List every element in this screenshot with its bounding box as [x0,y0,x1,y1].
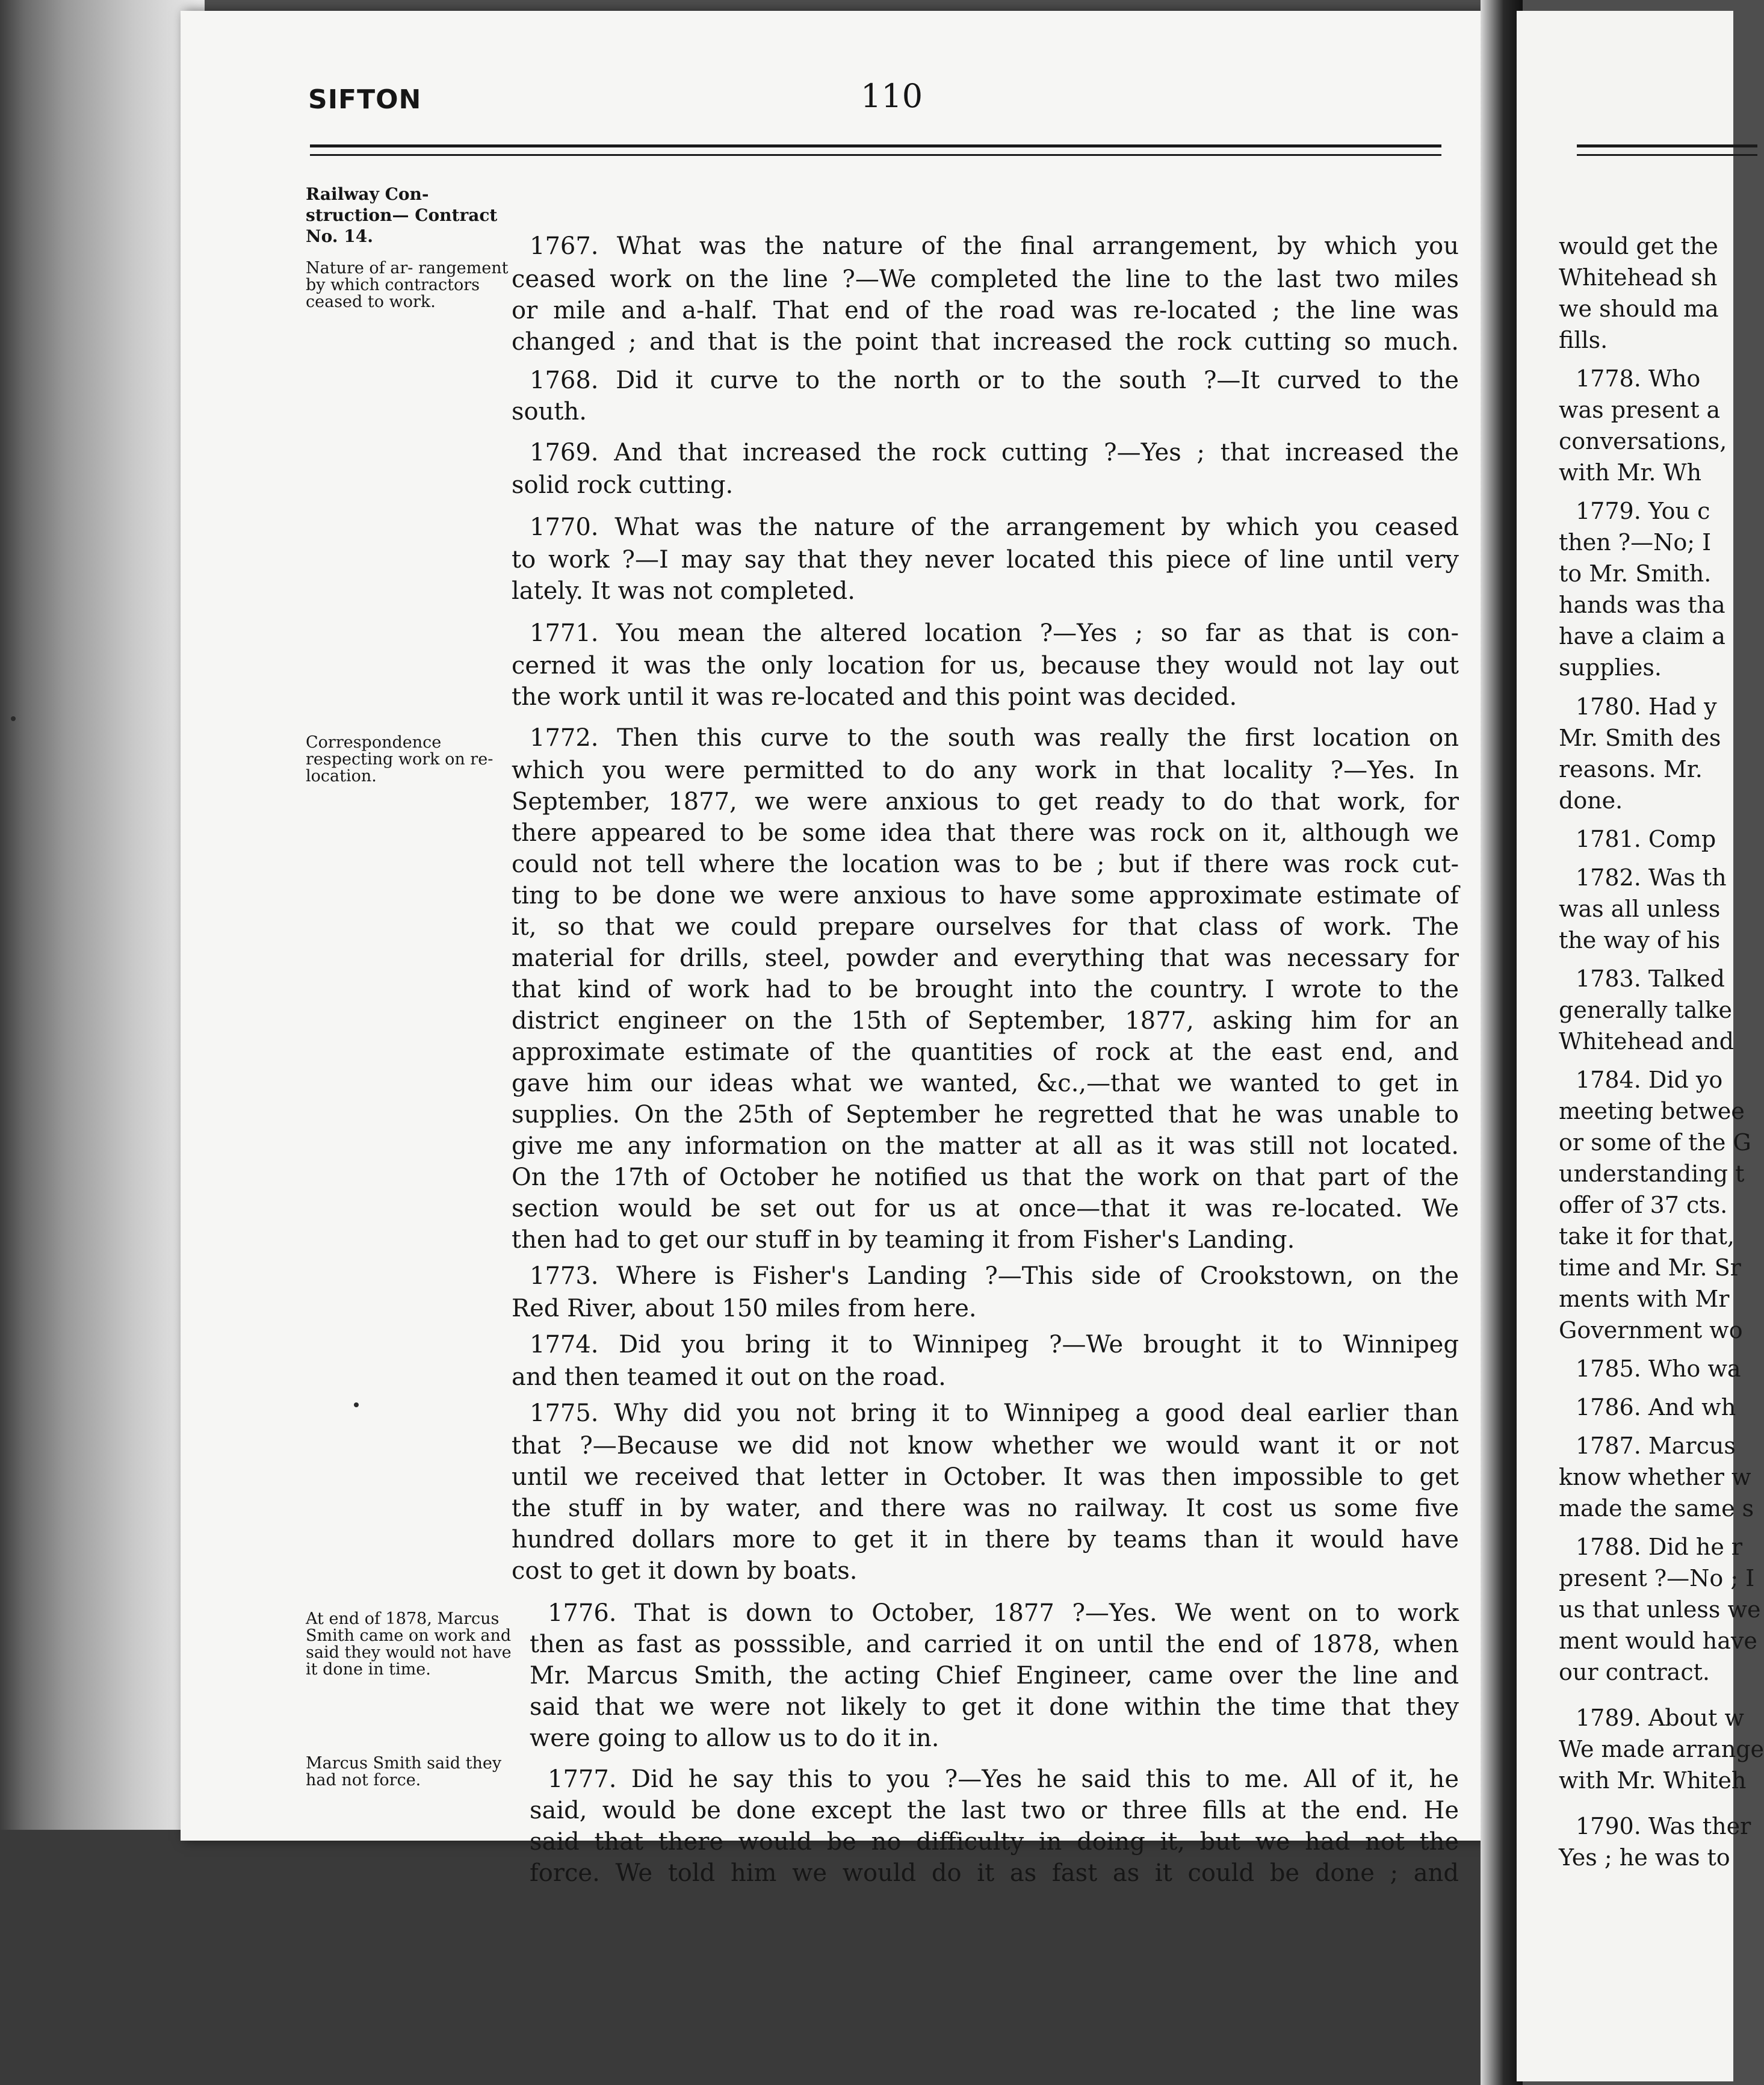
body-text-line: solid rock cutting. [512,471,734,499]
body-text-line: said that we were not likely to get it done within the time that they [530,1693,1459,1721]
body-text-line: and then teamed it out on the road. [512,1363,946,1391]
right-page-line: offer of 37 cts. [1559,1192,1728,1218]
right-page-line: us that unless we [1559,1596,1761,1623]
right-page-line: We made arrange [1559,1736,1764,1762]
right-page-line: 1787. Marcus [1576,1433,1736,1459]
body-text-line: then had to get our stuff in by teaming it from Fisher's Landing. [512,1226,1295,1254]
body-text-line: 1773. Where is Fisher's Landing ?—This side of Crookstown, on the [530,1262,1459,1290]
margin-section-heading: Railway Con- struction— Contract No. 14. [306,184,498,246]
body-text-line: 1777. Did he say this to you ?—Yes he said this to me. All of it, he [548,1765,1459,1793]
body-text-line: cerned it was the only location for us, because they would not lay out [512,652,1459,680]
right-page-line: was all unless [1559,896,1721,922]
body-text-line: Mr. Marcus Smith, the acting Chief Engineer, came over the line and [530,1662,1459,1690]
body-text-line: 1774. Did you bring it to Winnipeg ?—We brought it to Winnipeg [530,1331,1459,1359]
right-page-line: with Mr. Wh [1559,459,1702,486]
right-page-line: 1789. About w [1576,1705,1744,1731]
body-text-line: 1775. Why did you not bring it to Winnipeg a good deal earlier than [530,1399,1459,1427]
right-page-line: hands was tha [1559,592,1725,618]
margin-note-marcus-smith-force: Marcus Smith said they had not force. [306,1754,502,1789]
right-page-line: 1778. Who [1576,365,1701,392]
right-page-line: conversations, [1559,428,1727,454]
right-page-line: take it for that, [1559,1223,1735,1250]
right-page-line: with Mr. Whiteh [1559,1767,1747,1794]
header-rule-top [310,144,1441,147]
body-text-line: give me any information on the matter at all as it was still not located. [512,1132,1459,1160]
right-page-line: 1782. Was th [1576,864,1727,891]
body-text-line: said, would be done except the last two or three fills at the end. He [530,1797,1459,1824]
body-text-line: that ?—Because we did not know whether we would want it or not [512,1432,1459,1460]
body-text-line: changed ; and that is the point that increased the rock cutting so much. [512,328,1459,356]
body-text-line: section would be set out for us at once—that it was re-located. We [512,1195,1459,1222]
body-text-line: said that there would be no difficulty in doing it, but we had not the [530,1828,1459,1856]
body-text-line: lately. It was not completed. [512,577,855,605]
body-text-line: 1769. And that increased the rock cutting ?—Yes ; that increased the [530,439,1459,466]
body-text-line: the stuff in by water, and there was no railway. It cost us some five [512,1495,1459,1522]
body-text-line: were going to allow us to do it in. [530,1724,939,1752]
right-page-line: present ?—No ; I [1559,1565,1755,1591]
book-page-edges [0,0,205,2085]
right-page-line: Yes ; he was to [1559,1844,1730,1871]
body-text-line: 1771. You mean the altered location ?—Yes ; so far as that is con- [530,619,1459,647]
right-page-line: 1784. Did yo [1576,1067,1723,1093]
right-page-line: done. [1559,787,1623,814]
right-page-line: ments with Mr [1559,1286,1730,1312]
body-text-line: or mile and a-half. That end of the road was re-located ; the line was [512,297,1459,324]
right-page-line: ment would have [1559,1628,1757,1654]
body-text-line: hundred dollars more to get it in there by teams than it would have [512,1526,1459,1554]
header-rule-bottom [310,154,1441,156]
page-number: 110 [861,77,923,115]
body-text-line: On the 17th of October he notified us that the work on that part of the [512,1163,1459,1191]
right-page-line: time and Mr. Sr [1559,1254,1741,1281]
body-text-line: gave him our ideas what we wanted, &c.,—that we wanted to get in [512,1070,1459,1097]
body-text-line: the work until it was re-located and this point was decided. [512,683,1237,711]
right-page-line: 1780. Had y [1576,693,1717,720]
right-page-line: 1786. And wh [1576,1394,1736,1420]
body-text-line: supplies. On the 25th of September he regretted that he was unable to [512,1101,1459,1129]
body-text-line: 1776. That is down to October, 1877 ?—Yes. We went on to work [548,1599,1459,1627]
right-page-line: 1783. Talked [1576,965,1725,992]
body-text-line: 1767. What was the nature of the final arrangement, by which you [530,232,1459,260]
body-text-line: district engineer on the 15th of September, 1877, asking him for an [512,1007,1459,1035]
body-text-line: ceased work on the line ?—We completed the line to the last two miles [512,265,1459,293]
body-text-line: 1770. What was the nature of the arrangement by which you ceased [530,513,1459,541]
right-header-rule-bottom [1577,154,1757,156]
body-text-line: September, 1877, we were anxious to get ready to do that work, for [512,788,1459,816]
right-page-line: 1788. Did he r [1576,1534,1743,1560]
body-text-line: south. [512,398,587,426]
right-page-line: Mr. Smith des [1559,725,1721,751]
right-page-line: was present a [1559,397,1721,423]
margin-note-marcus-smith-visit: At end of 1878, Marcus Smith came on work and said they would not have it done in time. [306,1609,512,1679]
right-page-line: 1781. Comp [1576,826,1716,852]
body-text-line: which you were permitted to do any work in that locality ?—Yes. In [512,757,1459,784]
right-page-line: 1790. Was ther [1576,1813,1751,1839]
body-text-line: material for drills, steel, powder and everything that was necessary for [512,944,1459,972]
body-text-line: 1772. Then this curve to the south was really the first location on [530,724,1459,752]
body-text-line: then as fast as posssible, and carried it on until the end of 1878, when [530,1631,1459,1658]
right-page-line: generally talke [1559,997,1733,1023]
running-head: SIFTON [308,84,422,115]
body-text-line: Red River, about 150 miles from here. [512,1295,977,1322]
right-page-line: Whitehead sh [1559,264,1718,291]
right-page-line: understanding t [1559,1160,1745,1187]
right-page-line: supplies. [1559,654,1662,681]
scan-speck [354,1402,359,1407]
margin-note-arrangement: Nature of ar- rangement by which contractors ceased to work. [306,259,509,311]
body-text-line: that kind of work had to be brought into the country. I wrote to the [512,976,1459,1003]
right-page-line: meeting betwee [1559,1098,1745,1124]
right-page-line: have a claim a [1559,623,1725,649]
body-text-line: 1768. Did it curve to the north or to the south ?—It curved to the [530,367,1459,394]
body-text-line: could not tell where the location was to be ; but if there was rock cut- [512,850,1459,878]
body-text-line: there appeared to be some idea that there was rock on it, although we [512,819,1459,847]
right-page-line: would get the [1559,233,1718,259]
right-page-line: to Mr. Smith. [1559,560,1712,587]
scan-speck [11,716,16,721]
body-text-line: force. We told him we would do it as fast as it could be done ; and [530,1859,1459,1887]
right-page-line: made the same s [1559,1495,1754,1522]
right-page-line: or some of the G [1559,1129,1751,1156]
right-page-line: then ?—No; I [1559,529,1712,556]
right-header-rule [1577,144,1757,147]
right-page-line: 1779. You c [1576,498,1710,524]
right-page-line: our contract. [1559,1659,1710,1685]
right-page-line: Whitehead and [1559,1028,1734,1055]
body-text-line: approximate estimate of the quantities of rock at the east end, and [512,1038,1459,1066]
right-page-line: reasons. Mr. [1559,756,1703,782]
right-page-line: fills. [1559,327,1608,353]
right-page-line: 1785. Who wa [1576,1355,1741,1382]
body-text-line: ting to be done we were anxious to have some approximate estimate of [512,882,1459,909]
right-page-line: the way of his [1559,927,1721,953]
body-text-line: cost to get it down by boats. [512,1557,858,1585]
right-page-line: know whether w [1559,1464,1751,1490]
right-page-line: we should ma [1559,296,1719,322]
body-text-line: it, so that we could prepare ourselves for that class of work. The [512,913,1459,941]
margin-note-correspondence: Correspondence respecting work on re-location. [306,733,494,785]
body-text-line: until we received that letter in October. It was then impossible to get [512,1463,1459,1491]
body-text-line: to work ?—I may say that they never located this piece of line until very [512,546,1459,574]
right-page-line: Government wo [1559,1317,1743,1343]
